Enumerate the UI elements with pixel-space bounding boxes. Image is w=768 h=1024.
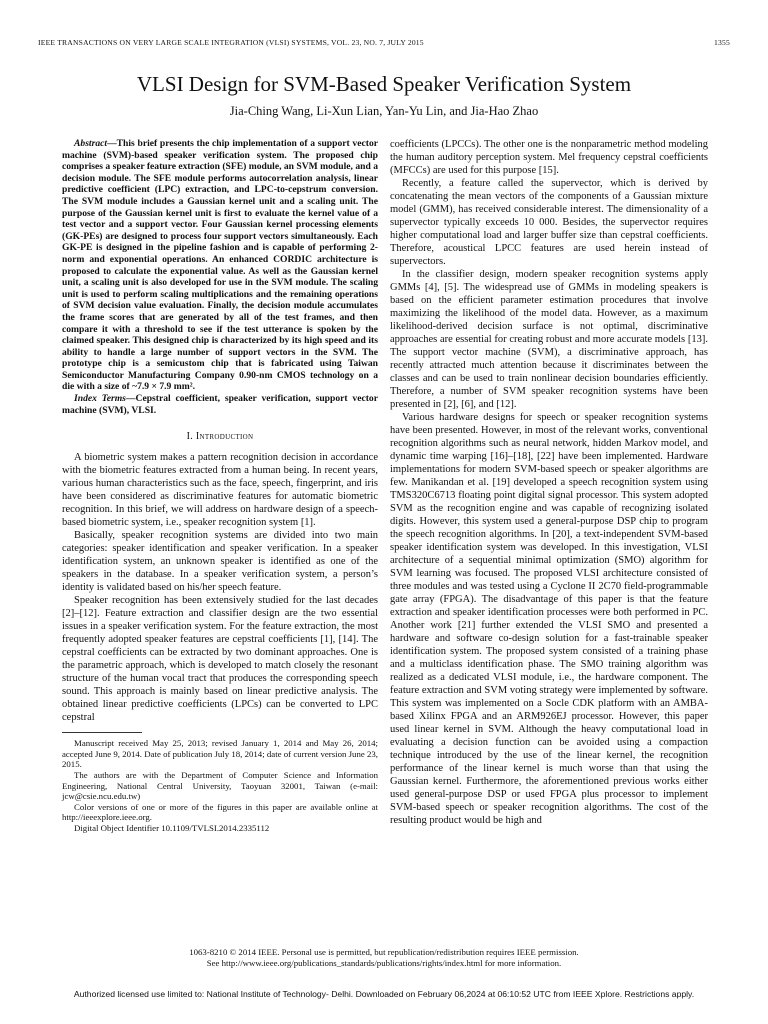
authorized-use-notice: Authorized licensed use limited to: National Institute of Technology- Delhi. Downloaded on February 06,2024 at 06:10:52 UTC from IEEE Xplore. Restrictions apply. — [73, 989, 695, 999]
body-paragraph: Various hardware designs for speech or speaker recognition systems have been presented. However, in most of the relevant works, conventional recognition algorithms such as neural network, hidden Markov model, and dynamic time warping [16]–[18], [22] have been implemented. Hardware implementations for modern SVM-based speech or speaker algorithms are few. Manikandan et al. [19] developed a speech recognition system using TMS320C6713 floating point digital signal processor. This system adopted SVM as the recognition engine and was capable of recognizing isolated digits. However, this system used a general-purpose DSP chip to program the speech recognition algorithms. In [20], a text-independent SVM-based speaker identification system was developed. In this investigation, VLSI architecture of a sequential minimal optimization (SMO) algorithm for SVM learning was focused. The proposed VLSI architecture consisted of three modules and was tested using a Cyclone II 2C70 field-programmable gate array (FPGA). The disadvantage of this paper is that the feature extraction and speaker identification processes were both performed in PC. Another work [21] further extended the VLSI SMO and presented a hardware and software co-design solution for a fast-trainable speaker identification system. The proposed system consisted of a training phase and a multiclass identification phase. The SMO training algorithm was realized as a dedicated VLSI module, i.e., the hardware component. The feature extraction and SVM voting strategy were implemented by software. This system was implemented on a Socle CDK platform with an AMBA-based Xilinx FPGA and an ARM926EJ processor. However, this paper used linear kernel in SVM. Although the heavy computational load in evaluating a decision function can be avoided using a compaction technique introduced by the use of the linear kernel, the recognition performance of the linear kernel is much worse than that using the Gaussian kernel. Furthermore, the aforementioned previous works either used general-purpose DSP or used FPGA plus processor to implement SVM-based speech or speaker recognition algorithms. The cost of the resulting product would be high and — [390, 412, 708, 826]
running-header — [38, 38, 730, 47]
index-terms — [62, 393, 378, 416]
author-list: Jia-Ching Wang, Li-Xun Lian, Yan-Yu Lin, and Jia-Hao Zhao — [229, 104, 539, 118]
rights-link-line: See http://www.ieee.org/publications_standards/publications/rights/index.html for more information. — [206, 958, 562, 968]
footnote-doi: Digital Object Identifier 10.1109/TVLSI.2014.2335112 — [74, 823, 270, 833]
body-paragraph: Basically, speaker recognition systems are divided into two main categories: speaker identification and speaker verification. In a speaker identification system, an unknown speaker is identified as one of the speakers in the database. In a speaker verification system, a person’s identity is validated based on his/her speech feature. — [62, 530, 378, 594]
right-column — [390, 138, 708, 827]
footnote-divider — [62, 732, 142, 733]
section-number: I. — [186, 431, 196, 443]
footnote-affiliation: The authors are with the Department of Computer Science and Information Engineering, National Central University, Taoyuan 32001, Taiwan (e-mail: jcw@csie.ncu.edu.tw) — [62, 770, 378, 802]
section-title: Introduction — [195, 431, 254, 443]
index-terms-label: Index Terms — [74, 393, 126, 405]
body-paragraph: Speaker recognition has been extensively studied for the last decades [2]–[12]. Feature extraction and classifier design are the two essential issues in a speaker verification system. For the feature extraction, the most frequently adopted speaker features are cepstral coefficients [1], [14]. The cepstral coefficients can be extracted by two dominant approaches. One is the parametric approach, which is developed to match closely the resonant structure of the human vocal tract that produces the corresponding speech sound. This approach is mainly based on linear predictive analysis. The obtained linear predictive coefficients (LPCs) can be converted to LPC cepstral — [62, 595, 378, 724]
body-paragraph: In the classifier design, modern speaker recognition systems apply GMMs [4], [5]. The widespread use of GMMs in modeling speakers is based on the efficient parameter estimation procedures that involve maximizing the likelihood of the model data. However, as a maximum likelihood-derived decision surface is not optimal, discriminative approaches are essential for creating robust and more accurate models [13]. The support vector machine (SVM), a discriminative approach, has recently attracted much attention because it discriminates between the classes and can be used to train nonlinear decision boundaries efficiently. Therefore, a number of SVM speaker recognition systems have been presented in [2], [6], and [12]. — [390, 269, 708, 410]
abstract-text: —This brief presents the chip implementation of a support vector machine (SVM)-based speaker verification system. The proposed chip comprises a speaker feature extraction (SFE) module, an SVM module, and a decision module. The SFE module performs autocorrelation analysis, linear predictive coefficient (LPC) extraction, and LPC-to-cepstrum conversion. The SVM module includes a Gaussian kernel unit and a scaling unit. The purpose of the Gaussian kernel unit is first to evaluate the kernel value of a test vector and a support vector. Four Gaussian kernel processing elements (GK-PEs) are designed to process four support vectors simultaneously. Each GK-PE is designed in the pipeline fashion and is capable of performing 2-norm and exponential operations. An enhanced CORDIC architecture is proposed to calculate the exponential value. As well as the Gaussian kernel unit, a scaling unit is also developed for use in the SVM module. The scaling unit is used to perform scaling multiplications and the remaining operations of SVM decision value evaluation. Finally, the decision module accumulates the frame scores that are generated by all of the test frames, and then compare it with a threshold to see if the test utterance is spoken by the claimed speaker. This designed chip is characterized by its high speed and its ability to handle a large number of support vectors in the SVM. The prototype chip is a semicustom chip that is fabricated using Taiwan Semiconductor Manufacturing Company 0.90-nm CMOS technology on a die with a size of ~7.9 × 7.9 mm². — [62, 138, 378, 393]
body-paragraph: coefficients (LPCCs). The other one is the nonparametric method modeling the human auditory perception system. Mel frequency cepstral coefficients (MFCCs) are used for this purpose [15]. — [390, 139, 708, 176]
index-terms-text: —Cepstral coefficient, speaker verification, support vector machine (SVM), VLSI. — [62, 393, 378, 416]
page-number: 1355 — [714, 38, 730, 47]
paper-title: VLSI Design for SVM-Based Speaker Verification System — [136, 72, 632, 96]
footnote-manuscript: Manuscript received May 25, 2013; revised January 1, 2014 and May 26, 2014; accepted June 9, 2014. Date of publication July 18, 2014; date of current version June 23, 2015. — [62, 738, 378, 770]
footnote-color: Color versions of one or more of the figures in this paper are available online at http://ieeexplore.ieee.org. — [62, 801, 378, 823]
copyright-line: 1063-8210 © 2014 IEEE. Personal use is permitted, but republication/redistribution requires IEEE permission. — [189, 947, 579, 957]
left-column — [62, 138, 378, 834]
copyright-notice — [0, 947, 768, 969]
journal-name: IEEE TRANSACTIONS ON VERY LARGE SCALE INTEGRATION (VLSI) SYSTEMS, VOL. 23, NO. 7, JULY 2015 — [38, 38, 424, 47]
abstract — [62, 138, 378, 393]
abstract-label: Abstract — [74, 138, 108, 149]
body-paragraph: Recently, a feature called the supervector, which is derived by concatenating the mean vectors of the components of a Gaussian mixture model (GMM), has received considerable interest. The dimensionality of a supervector typically exceeds 10 000. Besides, the supervector requires higher computational load and larger buffer size than cepstral coefficients. Therefore, acoustical LPCC features are used herein instead of supervectors. — [390, 178, 708, 267]
section-heading — [62, 430, 378, 443]
body-paragraph: A biometric system makes a pattern recognition decision in accordance with the biometric features extracted from a human being. In recent years, various human characteristics such as the face, speech, fingerprint, and iris have been considered as discriminative features for automatic biometric recognition. In this brief, we will address on hardware design of a speech-based biometric system, i.e., speaker recognition system [1]. — [62, 452, 378, 529]
